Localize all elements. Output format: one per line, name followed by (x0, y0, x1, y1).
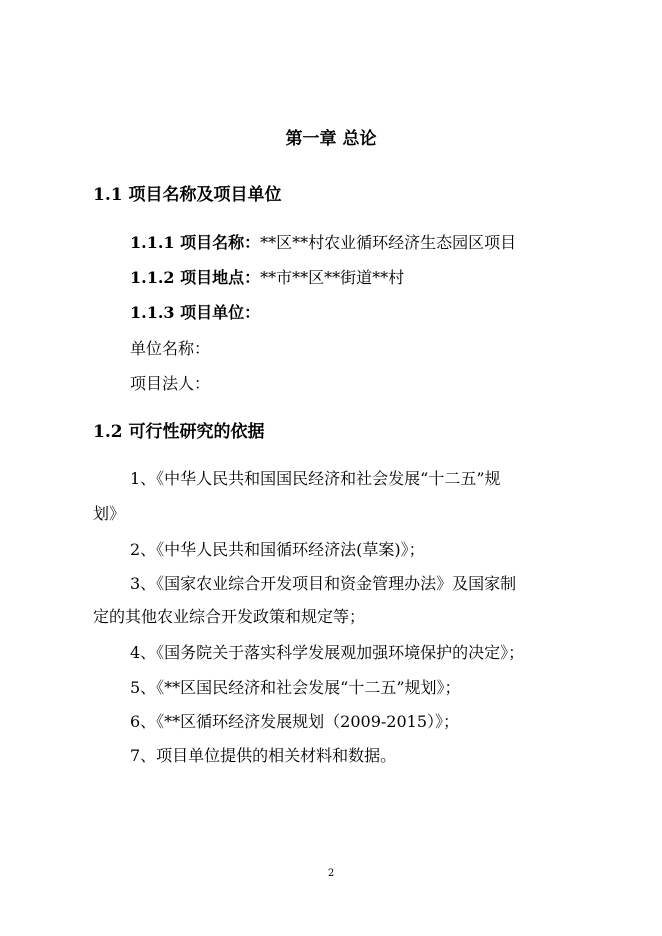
page-number: 2 (327, 868, 335, 879)
project-site-label: 1.1.2 项目地点： (130, 268, 261, 287)
legal-person-label: 项目法人： (130, 374, 211, 393)
basis-item-1-line-1: 1、《中华人民共和国国民经济和社会发展“十二五”规 (130, 469, 501, 488)
basis-item-3-line-2: 定的其他农业综合开发政策和规定等； (93, 607, 366, 626)
project-name-value: **区**村农业循环经济生态园区项目 (260, 233, 517, 252)
project-unit-line (130, 300, 260, 323)
project-site-line (130, 265, 404, 288)
basis-item-7: 7、项目单位提供的相关材料和数据。 (130, 746, 397, 765)
basis-item-1-line-2: 划》 (93, 504, 126, 523)
section-heading-1-2: 1.2 可行性研究的依据 (93, 422, 265, 442)
basis-item-3-line-1: 3、《国家农业综合开发项目和资金管理办法》及国家制 (130, 574, 517, 593)
project-site-value: **市**区**街道**村 (260, 268, 405, 287)
project-name-line (130, 230, 516, 253)
basis-item-5: 5、《**区国民经济和社会发展“十二五”规划》； (130, 678, 461, 697)
unit-name-label: 单位名称： (130, 339, 211, 358)
basis-item-6: 6、《**区循环经济发展规划（2009-2015）》； (130, 712, 460, 731)
project-unit-label: 1.1.3 项目单位： (130, 303, 261, 322)
basis-item-2: 2、《中华人民共和国循环经济法(草案)》； (130, 540, 425, 559)
project-name-label: 1.1.1 项目名称： (130, 233, 261, 252)
section-heading-1-1: 1.1 项目名称及项目单位 (93, 185, 282, 205)
basis-item-4: 4、《国务院关于落实科学发展观加强环境保护的决定》； (130, 643, 525, 662)
chapter-title: 第一章 总论 (285, 129, 377, 149)
